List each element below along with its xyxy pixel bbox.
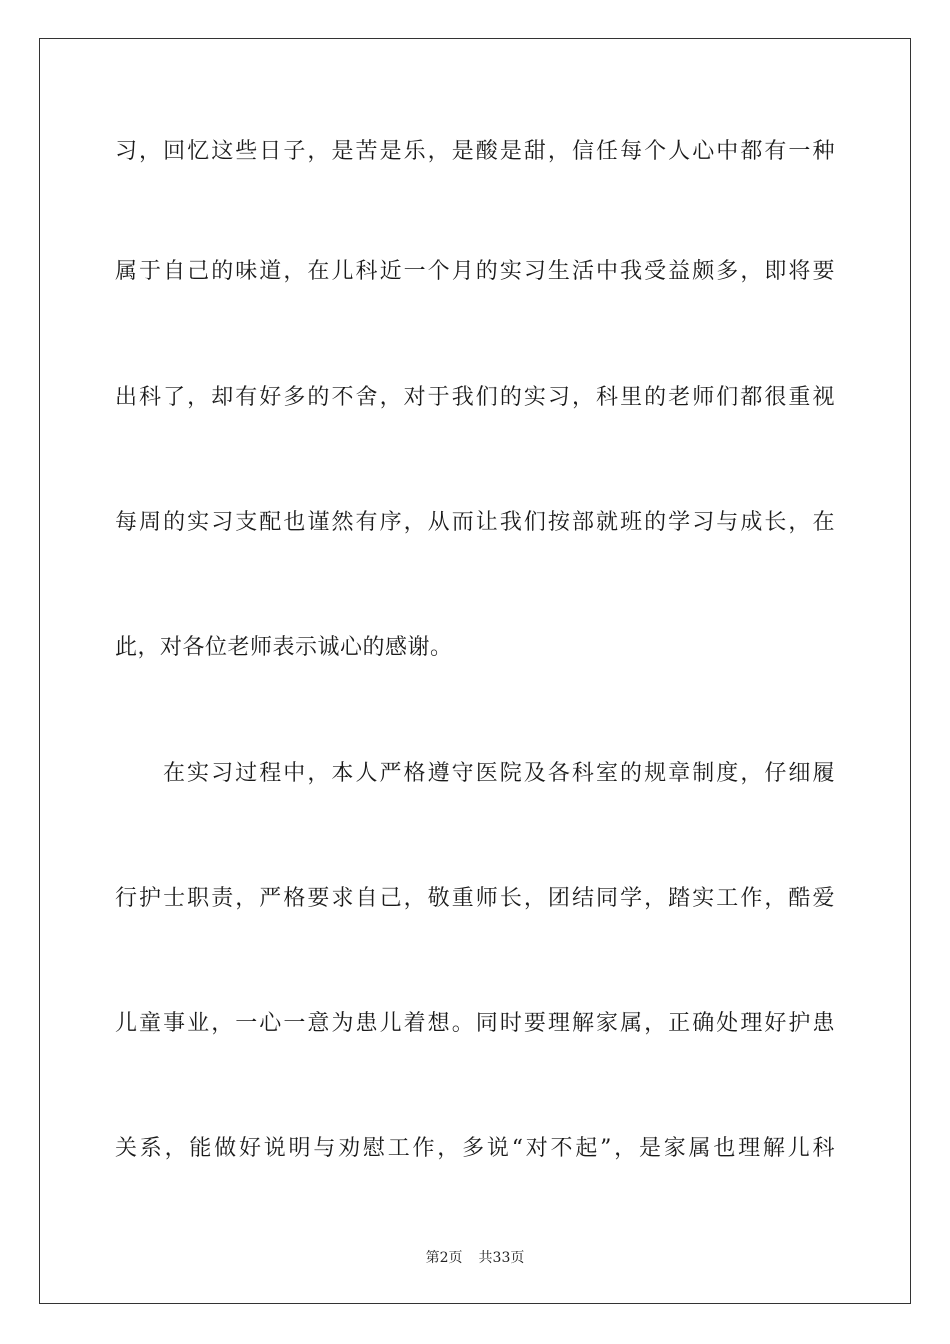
text-line: 儿童事业，一心一意为患儿着想。同时要理解家属，正确处理好护患 — [115, 1011, 835, 1036]
text-line: 每周的实习支配也谨然有序，从而让我们按部就班的学习与成长，在 — [115, 510, 835, 535]
page-border — [39, 38, 911, 1304]
page-total: 共33页 — [478, 1250, 525, 1266]
text-line: 此，对各位老师表示诚心的感谢。 — [115, 635, 453, 660]
text-line: 在实习过程中，本人严格遵守医院及各科室的规章制度，仔细履 — [163, 761, 835, 786]
text-line: 关系，能做好说明与劝慰工作，多说“对不起”，是家属也理解儿科 — [115, 1136, 835, 1161]
text-line: 习，回忆这些日子，是苦是乐，是酸是甜，信任每个人心中都有一种 — [115, 139, 835, 164]
text-line: 行护士职责，严格要求自己，敬重师长，团结同学，踏实工作，酷爱 — [115, 886, 835, 911]
text-line: 属于自己的味道，在儿科近一个月的实习生活中我受益颇多，即将要 — [115, 259, 835, 284]
page-number: 第2页 — [425, 1250, 463, 1266]
page-footer — [0, 1248, 950, 1268]
text-line: 出科了，却有好多的不舍，对于我们的实习，科里的老师们都很重视 — [115, 385, 835, 410]
